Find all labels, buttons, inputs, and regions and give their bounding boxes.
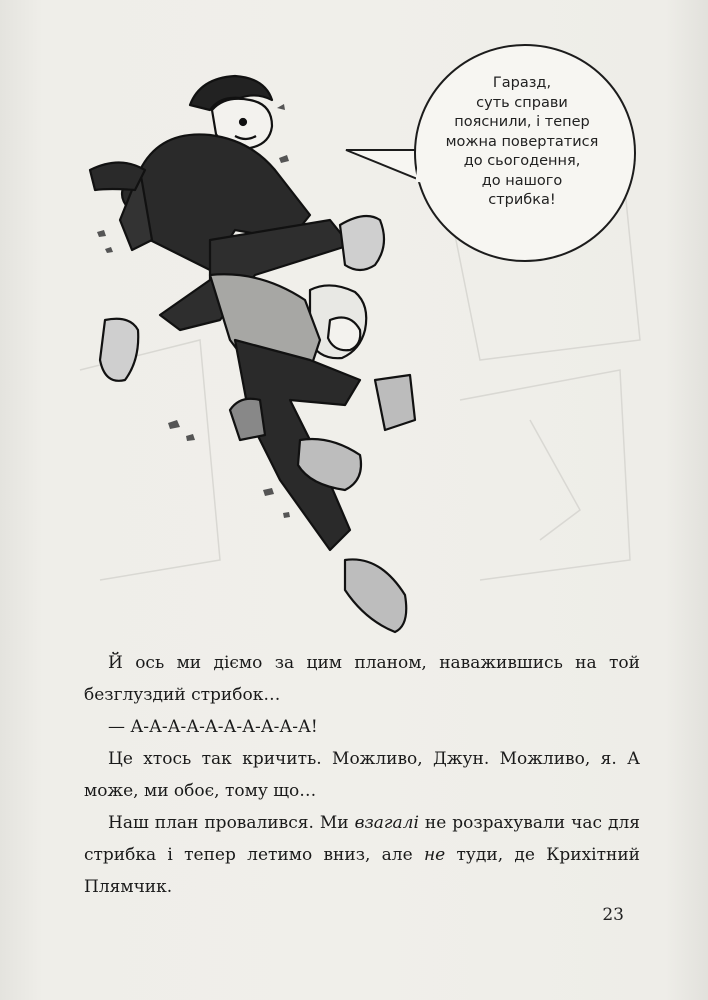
text-run: Й ось ми діємо за цим планом, наважившись на той безглуздий стрибок… <box>84 653 640 705</box>
bubble-line: до сьогодення, <box>463 153 581 169</box>
text-run: Це хтось так кричить. Можливо, Джун. Можливо, я. А може, ми обоє, тому що… <box>84 749 640 801</box>
paragraph <box>84 647 640 711</box>
text-run: Наш план провалився. Ми <box>108 813 355 833</box>
bubble-line: стрибка! <box>488 192 556 208</box>
bubble-line: до нашого <box>481 172 563 189</box>
emphasis-text: не <box>423 845 446 865</box>
paragraph <box>84 807 640 903</box>
story-text <box>84 647 640 903</box>
paragraph <box>84 711 640 743</box>
page-number: 23 <box>602 905 624 925</box>
text-run: — А-А-А-А-А-А-А-А-А-А! <box>108 717 318 737</box>
emphasis-text: взагалі <box>354 813 419 833</box>
bubble-line: можна повертатися <box>445 133 599 150</box>
text-run: туди, де Крихітний Плямчик. <box>84 845 640 897</box>
girl-figure <box>210 274 415 632</box>
paragraph <box>84 743 640 807</box>
bubble-line: суть справи <box>476 94 568 111</box>
bubble-line: Гаразд, <box>492 75 552 91</box>
speech-bubble-text <box>426 74 618 211</box>
bubble-line: пояснили, і тепер <box>454 114 590 130</box>
text-run: не розрахували час для стрибка і тепер летимо вниз, але <box>84 813 640 865</box>
